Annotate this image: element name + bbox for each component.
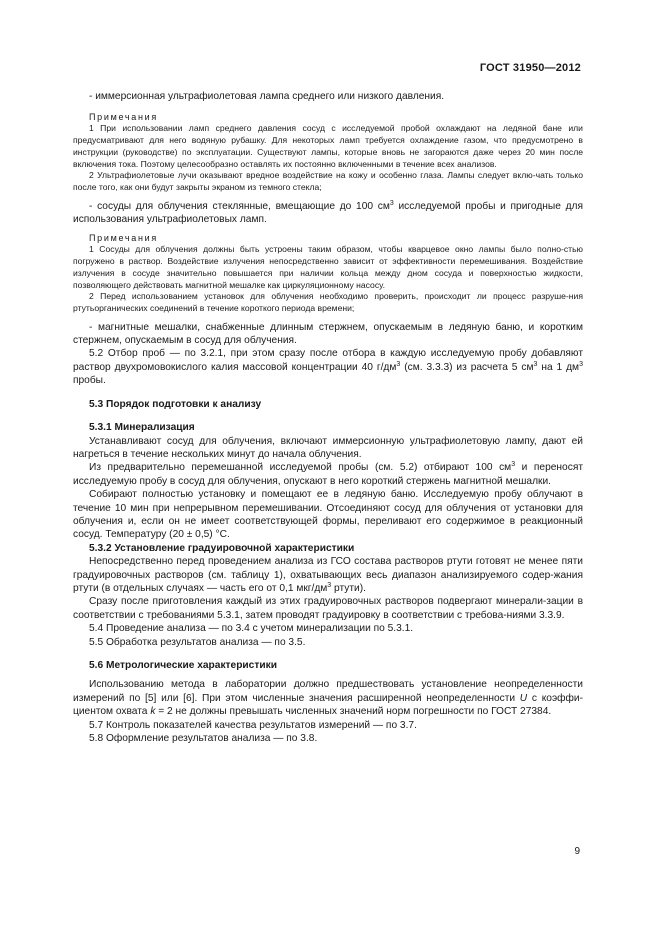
- section-5-7: 5.7 Контроль показателей качества результатов измерений — по 3.7.: [89, 719, 417, 731]
- note-vessel-design: 1 Сосуды для облучения должны быть устроены таким образом, чтобы кварцевое окно лампы было полно-стью погружено в раствор. Воздействие излучения непосредственно зависит от эффективности перемешивания. Воздействие излучения в сосуде значительно повышается при наличии кольца между дном сосуда и поверхностью жидкости, позволяющего действовать магнитной мешалке как циркуляционному насосу.: [73, 244, 583, 290]
- paragraph-5-3-2-a: Непосредственно перед проведением анализа из ГСО состава растворов ртути готовят не менее пяти градуировочных растворов (см. таблицу 1), охватывающих весь диапазон анализируемого содер-жания ртути (в отдельных случаях — часть его от 0,1 мкг/$дм^3$ ртути).: [73, 556, 583, 594]
- section-5-2: 5.2 Отбор проб — по 3.2.1, при этом сразу после отбора в каждую исследуемую пробу добавляют раствор двухромовокислого калия массовой концентрации 40 $г/дм^3$ (см. 3.3.3) из расчета 5 $см^3$ на 1 $дм^3$ пробы.: [73, 348, 583, 387]
- equipment-item-stirrers: - магнитные мешалки, снабженные длинным стержнем, опускаемым в ледяную баню, и коротким стержнем, опускаемым в сосуд для облучения.: [73, 321, 583, 347]
- paragraph-5-3-1-a: Устанавливают сосуд для облучения, включают иммерсионную ультрафиолетовую лампу, дают ей нагреться в течение нескольких минут до начала облучения.: [73, 435, 583, 460]
- section-5-8: 5.8 Оформление результатов анализа — по 3.8.: [89, 733, 318, 745]
- page-number: 9: [574, 846, 580, 857]
- equipment-item-lamp: - иммерсионная ультрафиолетовая лампа среднего или низкого давления.: [89, 91, 445, 102]
- heading-5-3-1: 5.3.1 Минерализация: [89, 422, 195, 434]
- paragraph-5-3-2-b: Сразу после приготовления каждый из этих градуировочных растворов подвергают минерали-зации в соответствии с требованиями 5.3.1, затем проводят градуировку в соответствии с требова-ниями 3.3.9.: [73, 596, 583, 621]
- note-lamp-cooling: 1 При использовании ламп среднего давления сосуд с исследуемой пробой охлаждают на ледяной бане или предусматривают для него водяную рубашку. Для некоторых ламп требуется охлаждение газом, что предусмотрено в инструкции (руководстве) по эксплуатации. Существуют лампы, которые вновь не загораются даже через 20 мин после включения тока. Поэтому целесообразно оставлять их постоянно включенными в течение всех анализов.: [73, 123, 583, 169]
- page-body: [73, 90, 583, 745]
- notes-heading: Примечания: [89, 233, 158, 244]
- document-number: ГОСТ 31950—2012: [479, 62, 581, 74]
- note-setup-check: 2 Перед использованием установок для облучения необходимо проверить, происходит ли процесс разруше-ния ртутьорганических соединений в течение короткого периода времени;: [73, 291, 583, 313]
- notes-heading: Примечания: [89, 112, 158, 123]
- section-5-4: 5.4 Проведение анализа — по 3.4 с учетом минерализации по 5.3.1.: [89, 623, 414, 635]
- heading-5-6: 5.6 Метрологические характеристики: [89, 660, 277, 671]
- section-5-5: 5.5 Обработка результатов анализа — по 3.5.: [89, 636, 306, 648]
- heading-5-3-2: 5.3.2 Установление градуировочной характеристики: [89, 542, 355, 554]
- equipment-item-vessels: - сосуды для облучения стеклянные, вмещающие до 100 $см^3$ исследуемой пробы и пригодные для использования ультрафиолетовых ламп.: [73, 199, 583, 226]
- note-uv-safety: 2 Ультрафиолетовые лучи оказывают вредное воздействие на кожу и особенно глаза. Лампы следует вклю-чать только после того, как они будут закрыты экраном из темного стекла;: [73, 170, 583, 192]
- paragraph-5-6: Использованию метода в лаборатории должно предшествовать установление неопределенности измерений по [5] или [6]. При этом численные значения расширенной неопределенности U с коэффи-циентом охвата k = 2 не должны превышать численных значений норм погрешности по ГОСТ 27384.: [73, 679, 583, 718]
- paragraph-5-3-1-c: Собирают полностью установку и помещают ее в ледяную баню. Исследуемую пробу облучают в течение 10 мин при непрерывном перемешивании. Отсоединяют сосуд для облучения от установки для облучения и, если он не имеет соответствующей формы, переливают его содержимое в реакционный сосуд. Температуру (20 ± 0,5) °С.: [73, 489, 583, 541]
- heading-5-3: 5.3 Порядок подготовки к анализу: [89, 398, 262, 410]
- paragraph-5-3-1-b: Из предварительно перемешанной исследуемой пробы (см. 5.2) отбирают 100 $см^3$ и переносят исследуемую пробу в сосуд для облучения, опускают в него короткий стержень магнитной мешалки.: [73, 461, 583, 487]
